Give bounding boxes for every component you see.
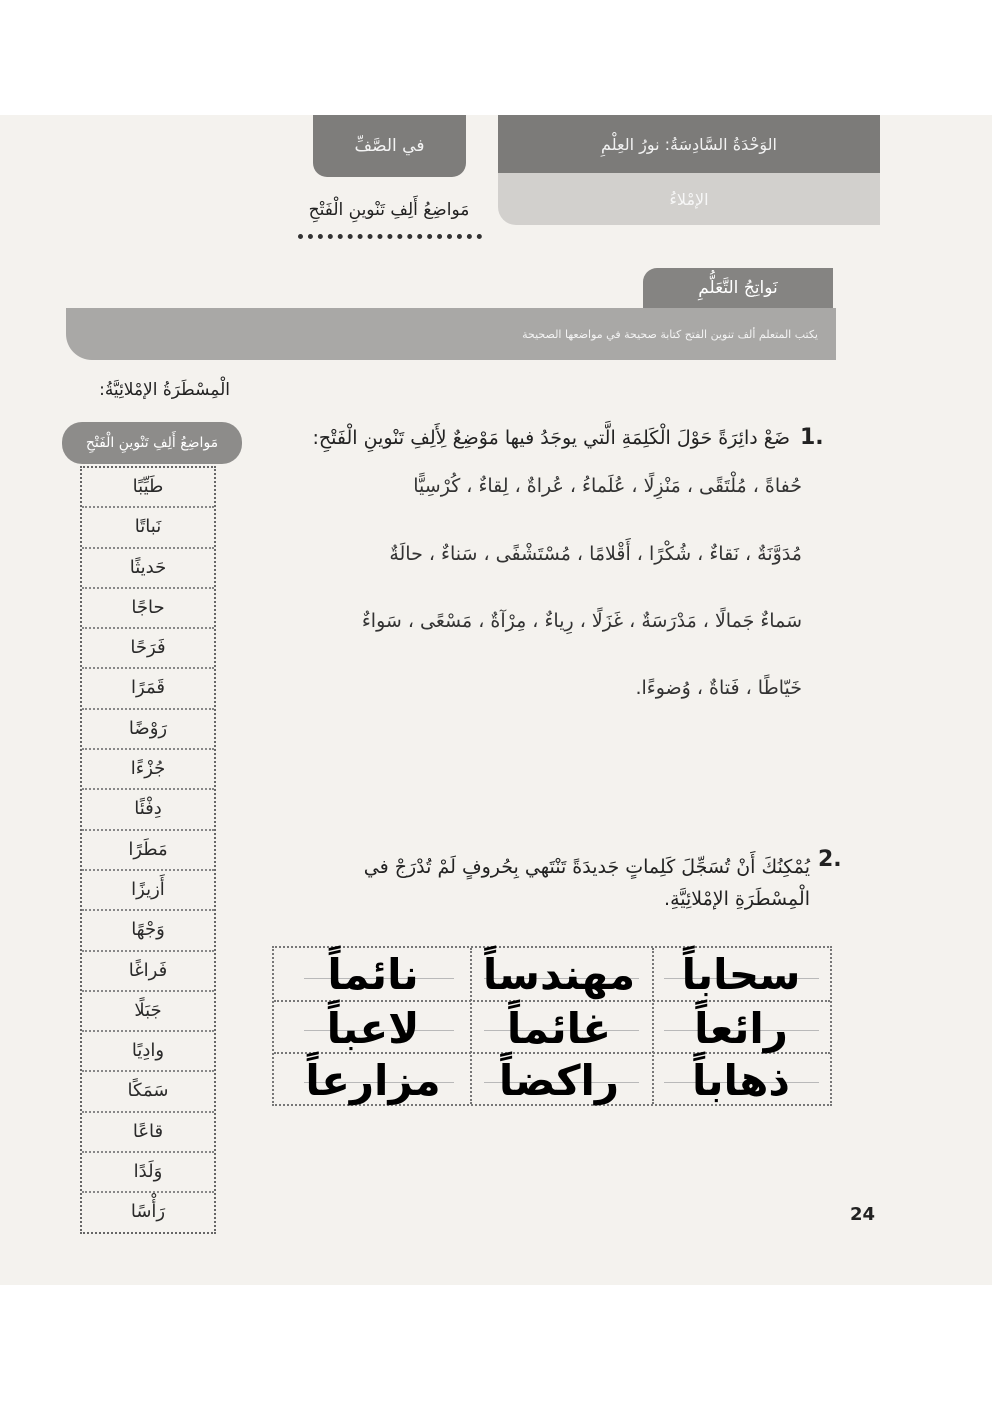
- ruler-word: قَمَرًا: [82, 669, 214, 709]
- ruler-word: دِفْئًا: [82, 790, 214, 830]
- question-2-number: 2.: [818, 847, 842, 872]
- unit-subtitle: الإمْلاءُ: [669, 189, 709, 209]
- ruler-word-list: [80, 466, 216, 1234]
- answer-word[interactable]: مزارعاً: [305, 1055, 441, 1105]
- ruler-word: فَراغًا: [82, 952, 214, 992]
- ruler-word: رَوْضًا: [82, 710, 214, 750]
- question-1-word-line: حُفاةً ، مُلْتَقًى ، مَنْزِلًا ، عُلَماءُ ، عُراةٌ ، لِقاءٌ ، كُرْسِيًّا: [413, 475, 802, 497]
- ruler-word: وَجْهًا: [82, 911, 214, 951]
- ruler-word: وادِيًا: [82, 1032, 214, 1072]
- answer-word[interactable]: مهندساً: [482, 949, 636, 999]
- ruler-word: أَزيزًا: [82, 871, 214, 911]
- ruler-word: وَلَدًا: [82, 1153, 214, 1193]
- ruler-word: جُزْءًا: [82, 750, 214, 790]
- ruler-word: مَطَرًا: [82, 831, 214, 871]
- ruler-column-header: مَواضِعُ أَلِفِ تَنْوينِ الْفَتْحِ: [62, 422, 242, 464]
- ruler-heading: الْمِسْطَرَةُ الإمْلائِيَّةُ:: [99, 380, 230, 400]
- question-1-word-line: خَيّاطًا ، فَتاةٌ ، وُضوءًا.: [635, 677, 802, 699]
- unit-title: الوَحْدَةُ السَّادِسَةُ: نورُ العِلْمِ: [498, 115, 880, 173]
- ruler-word: طَيِّبًا: [82, 468, 214, 508]
- ruler-word: سَمَكًا: [82, 1072, 214, 1112]
- answer-word[interactable]: سحاباً: [681, 949, 801, 999]
- ruler-word: جَبَلًا: [82, 992, 214, 1032]
- ruler-word: نَباتًا: [82, 508, 214, 548]
- question-1-number: 1.: [800, 425, 824, 450]
- outcomes-text: يكتب المتعلم ألف تنوين الفتح كتابة صحيحة في مواضعها الصحيحة: [522, 327, 818, 341]
- ruler-word: فَرَحًا: [82, 629, 214, 669]
- lesson-title: مَواضِعُ أَلِفِ تَنْوينِ الْفَتْحِ: [308, 200, 470, 220]
- page-number: 24: [850, 1204, 876, 1225]
- question-1-word-line: مُدَوَّنَةٌ ، نَقاءٌ ، شُكْرًا ، أَقْلامًا ، مُسْتَشْفًى ، سَناءٌ ، حالَةٌ: [389, 543, 802, 565]
- ruler-word: قاعًا: [82, 1113, 214, 1153]
- question-1-word-line: سَماءٌ جَمالًا ، مَدْرَسَةٌ ، غَزَلًا ، رِياءٌ ، مِرْآةٌ ، مَسْعًى ، سَواءٌ: [361, 610, 802, 632]
- class-label: في الصَّفِّ: [313, 115, 466, 177]
- answer-word[interactable]: لاعباً: [326, 1003, 420, 1053]
- outcomes-bar: [66, 308, 836, 360]
- question-2-text: يُمْكِنُكَ أَنْ تُسَجِّلَ كَلِماتٍ جَديدَةً تَنْتَهي بِحُروفٍ لَمْ تُدْرَجْ في الْمِسْطَرَةِ الإمْلائِيَّةِ.: [363, 856, 810, 910]
- answer-word[interactable]: نائماً: [327, 949, 419, 999]
- ruler-word: حَديثًا: [82, 549, 214, 589]
- answer-grid: [272, 946, 832, 1106]
- ruler-word: رَأْسًا: [130, 1201, 166, 1223]
- ruler-word: حاجًا: [82, 589, 214, 629]
- answer-word[interactable]: ذهاباً: [692, 1055, 790, 1105]
- outcomes-tab: نَواتِجُ التَّعَلُّمِ: [643, 268, 833, 308]
- answer-word[interactable]: غائماً: [506, 1003, 612, 1053]
- answer-word[interactable]: راكضاً: [498, 1055, 620, 1105]
- title-dotted-underline: [298, 234, 482, 239]
- answer-word[interactable]: رائعاً: [694, 1003, 788, 1053]
- question-1-text: ضَعْ دائِرَةً حَوْلَ الْكَلِمَةِ الَّتي يوجَدُ فيها مَوْضِعٌ لِأَلِفِ تَنْوينِ الْفَتْحِ:: [312, 427, 790, 449]
